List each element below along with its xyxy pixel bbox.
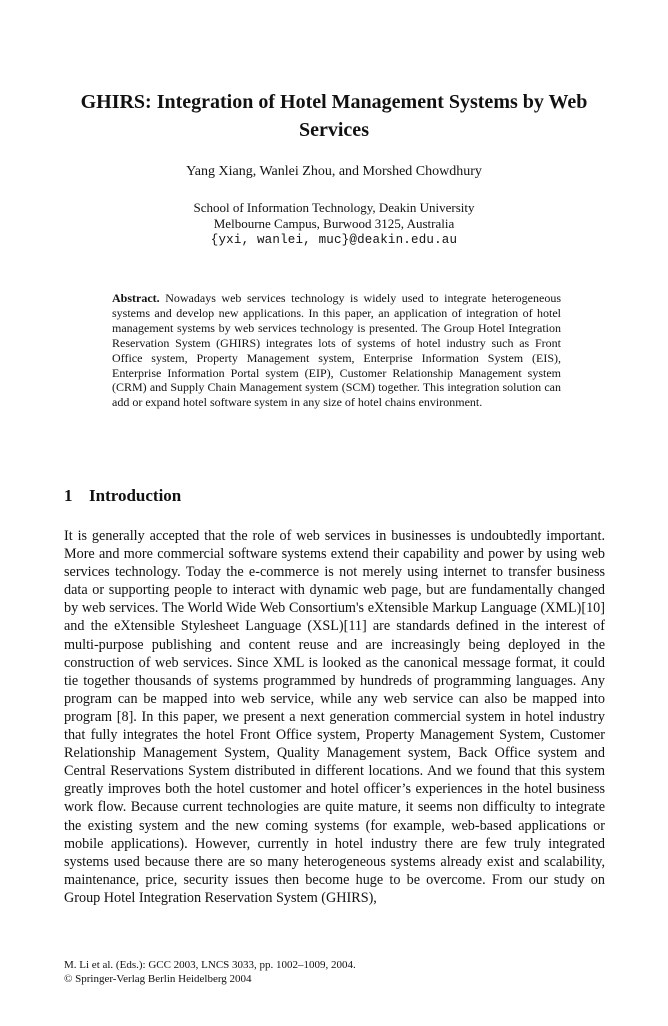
introduction-paragraph: It is generally accepted that the role of web services in businesses is undoubtedly important. More and more commercial software systems extend their capability and power by using web services technology. Today the e-commerce is not merely using internet to transfer business data or supporting people to interact with dynamic web page, but are fundamentally changed by web services. The World Wide Web Consortium's eXtensible Markup Language (XML)[10] and the eXtensible Stylesheet Language (XSL)[11] are standards defined in the interest of multi-purpose publishing and content reuse and are increasingly being deployed in the construction of web services. Since XML is looked as the canonical message format, it could tie together thousands of systems programmed by hundreds of programming languages. Any program can be mapped into web service, while any web service can also be mapped into program [8]. In this paper, we present a next generation commercial system in hotel industry that fully integrates the hotel Front Office system, Property Management System, Customer Relationship Management System, Quality Management system, Back Office system and Central Reservations System distributed in different locations. And we found that this system greatly improves both the hotel customer and hotel officer’s experiences in the hotel business work flow. Because current technologies are quite mature, it seems non difficulty to integrate the existing system and the new coming systems (for example, web-based applications or mobile applications). However, currently in hotel industry there are few truly integrated systems used because there are so many heterogeneous systems already exist and scalability, maintenance, price, security issues then become huge to be overcome. From our study on Group Hotel Integration Reservation System (GHIRS), — [64, 528, 605, 906]
affiliation-line-1: School of Information Technology, Deakin University — [193, 200, 475, 215]
author-list: Yang Xiang, Wanlei Zhou, and Morshed Chowdhury — [186, 164, 482, 179]
affiliation-block — [64, 200, 604, 249]
abstract-text: Nowadays web services technology is widely used to integrate heterogeneous systems and develop new applications. In this paper, an application of integration of hotel management systems by web services technology is presented. The Group Hotel Integration Reservation System (GHIRS) integrates lots of systems of hotel industry such as Front Office system, Property Management system, Enterprise Information System (EIS), Enterprise Information Portal system (EIP), Customer Relationship Management system (CRM) and Supply Chain Management system (SCM) together. This integration solution can add or expand hotel software system in any size of hotel chains environment. — [112, 291, 562, 410]
author-emails: {yxi, wanlei, muc}@deakin.edu.au — [210, 233, 458, 247]
affiliation-line-2: Melbourne Campus, Burwood 3125, Australia — [213, 216, 455, 231]
page-footer — [64, 958, 605, 986]
paper-title: GHIRS: Integration of Hotel Management Systems by Web Services — [80, 91, 588, 141]
abstract — [112, 291, 561, 410]
section-title: Introduction — [89, 486, 182, 505]
copyright-line: © Springer-Verlag Berlin Heidelberg 2004 — [64, 973, 252, 985]
section-heading-introduction — [64, 485, 181, 507]
section-number: 1 — [64, 486, 73, 505]
abstract-label: Abstract. — [112, 291, 160, 305]
citation-line: M. Li et al. (Eds.): GCC 2003, LNCS 3033, pp. 1002–1009, 2004. — [64, 959, 356, 971]
